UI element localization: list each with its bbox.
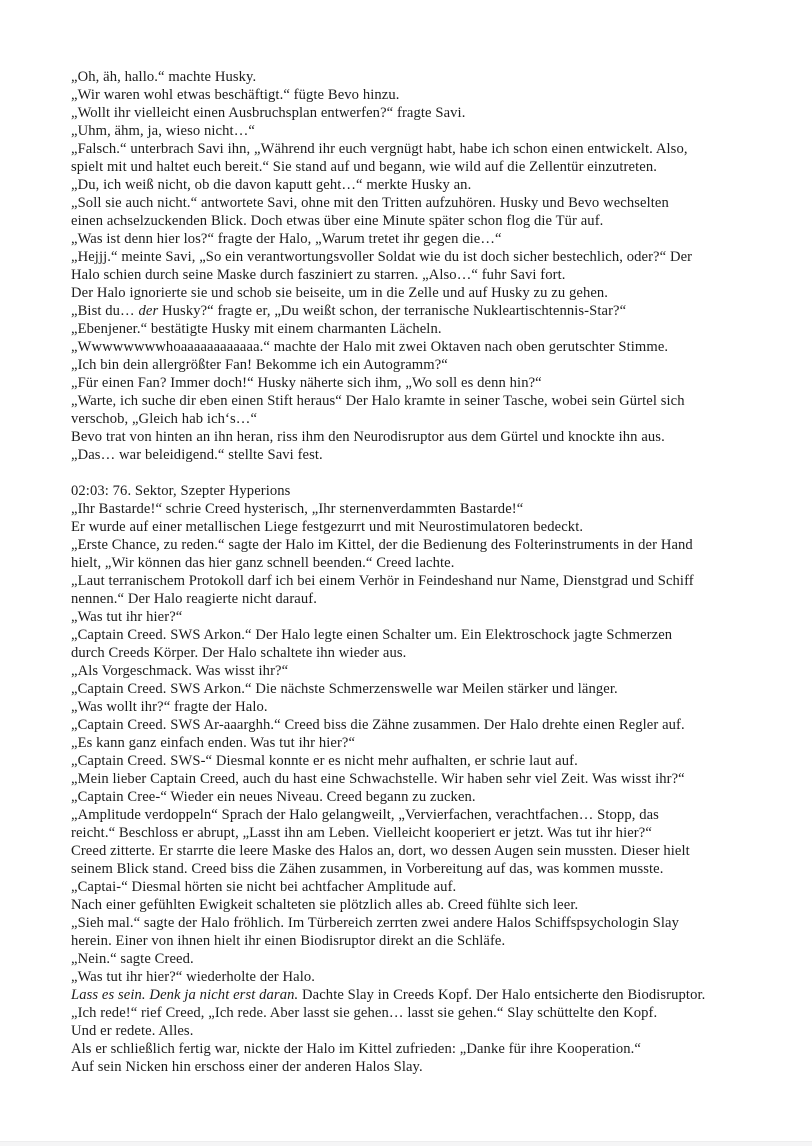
text-line: „Du, ich weiß nicht, ob die davon kaputt geht…“ merkte Husky an. [71,177,472,193]
text-line: Halo schien durch seine Maske durch fasziniert zu starren. „Also…“ fuhr Savi fort. [71,267,566,283]
text-line: „Captain Cree-“ Wieder ein neues Niveau. Creed begann zu zucken. [71,789,476,805]
text-line: „Erste Chance, zu reden.“ sagte der Halo im Kittel, der die Bedienung des Folterinstruments in der Hand [71,537,693,553]
text-line: Bevo trat von hinten an ihn heran, riss ihm den Neurodisruptor aus dem Gürtel und knockte ihn aus. [71,429,665,445]
text-line [71,986,741,1004]
text-line: nennen.“ Der Halo reagierte nicht darauf. [71,591,317,607]
text-line: „Das… war beleidigend.“ stellte Savi fest. [71,447,323,463]
page-bottom-edge [0,1141,812,1146]
text-line: „Was wollt ihr?“ fragte der Halo. [71,699,268,715]
text-line: „Ich bin dein allergrößter Fan! Bekomme ich ein Autogramm?“ [71,357,448,373]
text-line: verschob, „Gleich hab ich‘s…“ [71,411,258,427]
text-line: Nach einer gefühlten Ewigkeit schalteten sie plötzlich alles ab. Creed fühlte sich leer. [71,897,579,913]
text-line: durch Creeds Körper. Der Halo schaltete ihn wieder aus. [71,645,407,661]
text-run: „Bist du… [71,303,139,319]
text-line: „Oh, äh, hallo.“ machte Husky. [71,69,257,85]
text-line: „Was tut ihr hier?“ [71,609,183,625]
text-line: Auf sein Nicken hin erschoss einer der anderen Halos Slay. [71,1059,423,1075]
text-line: „Was tut ihr hier?“ wiederholte der Halo. [71,969,316,985]
text-line: Der Halo ignorierte sie und schob sie beiseite, um in die Zelle und auf Husky zu zu gehen. [71,285,609,301]
text-line: „Captain Creed. SWS Arkon.“ Der Halo legte einen Schalter um. Ein Elektroschock jagte Schmerzen [71,627,673,643]
italic-text-run: der [138,303,159,319]
text-line: herein. Einer von ihnen hielt ihr einen Biodisruptor direkt an die Schläfe. [71,933,506,949]
text-line: „Mein lieber Captain Creed, auch du hast eine Schwachstelle. Wir haben sehr viel Zeit. Was wisst ihr?“ [71,771,685,787]
text-line: „Wir waren wohl etwas beschäftigt.“ fügte Bevo hinzu. [71,87,400,103]
text-line: „Warte, ich suche dir eben einen Stift heraus“ Der Halo kramte in seiner Tasche, wobei sein Gürtel sich [71,393,685,409]
text-line: „Uhm, ähm, ja, wieso nicht…“ [71,123,255,139]
text-layer [71,68,741,1076]
text-line: „Captain Creed. SWS Ar-aaarghh.“ Creed biss die Zähne zusammen. Der Halo drehte einen Regler auf. [71,717,685,733]
text-line: „Captai-“ Diesmal hörten sie nicht bei achtfacher Amplitude auf. [71,879,457,895]
paragraph-gap [71,464,741,482]
text-line: hielt, „Wir können das hier ganz schnell beenden.“ Creed lachte. [71,555,455,571]
text-run: Dachte Slay in Creeds Kopf. Der Halo entsicherte den Biodisruptor. [298,987,706,1003]
text-run: Husky?“ fragte er, „Du weißt schon, der terranische Nukleartischtennis-Star?“ [158,303,627,319]
text-line: seinem Blick stand. Creed biss die Zähen zusammen, in Vorbereitung auf das, was kommen musste. [71,861,664,877]
text-line: „Amplitude verdoppeln“ Sprach der Halo gelangweilt, „Vervierfachen, verachtfachen… Stopp, das [71,807,659,823]
text-line: 02:03: 76. Sektor, Szepter Hyperions [71,483,291,499]
text-line: „Wwwwwwwwhoaaaaaaaaaaaa.“ machte der Halo mit zwei Oktaven nach oben gerutschter Stimme. [71,339,669,355]
text-line: „Was ist denn hier los?“ fragte der Halo, „Warum tretet ihr gegen die…“ [71,231,502,247]
text-line: „Ebenjener.“ bestätigte Husky mit einem charmanten Lächeln. [71,321,442,337]
text-line: „Falsch.“ unterbrach Savi ihn, „Während ihr euch vergnügt habt, habe ich schon einen entwickelt. Also, [71,141,688,157]
text-line: „Captain Creed. SWS-“ Diesmal konnte er es nicht mehr aufhalten, er schrie laut auf. [71,753,578,769]
text-line: „Captain Creed. SWS Arkon.“ Die nächste Schmerzenswelle war Meilen stärker und länger. [71,681,618,697]
text-line: „Hejjj.“ meinte Savi, „So ein verantwortungsvoller Soldat wie du ist doch sicher bestechlich, oder?“ Der [71,249,693,265]
text-line: Creed zitterte. Er starrte die leere Maske des Halos an, dort, wo dessen Augen sein mussten. Dieser hielt [71,843,690,859]
text-line: „Ihr Bastarde!“ schrie Creed hysterisch, „Ihr sternenverdammten Bastarde!“ [71,501,524,517]
text-line: „Es kann ganz einfach enden. Was tut ihr hier?“ [71,735,356,751]
text-line: „Wollt ihr vielleicht einen Ausbruchsplan entwerfen?“ fragte Savi. [71,105,466,121]
text-line: Als er schließlich fertig war, nickte der Halo im Kittel zufrieden: „Danke für ihre Kooperation.“ [71,1041,641,1057]
text-line: Er wurde auf einer metallischen Liege festgezurrt und mit Neurostimulatoren bedeckt. [71,519,584,535]
text-line [71,302,741,320]
text-line: spielt mit und haltet euch bereit.“ Sie stand auf und begann, wie wild auf die Zellentür einzutreten. [71,159,657,175]
text-line: reicht.“ Beschloss er abrupt, „Lasst ihn am Leben. Vielleicht kooperiert er jetzt. Was tut ihr hier?“ [71,825,652,841]
text-line: „Als Vorgeschmack. Was wisst ihr?“ [71,663,289,679]
italic-text-run: Lass es sein. Denk ja nicht erst daran. [71,987,299,1003]
text-line: Und er redete. Alles. [71,1023,194,1039]
text-line: „Laut terranischem Protokoll darf ich bei einem Verhör in Feindeshand nur Name, Dienstgrad und Schiff [71,573,694,589]
text-line: „Soll sie auch nicht.“ antwortete Savi, ohne mit den Tritten aufzuhören. Husky und Bevo wechselten [71,195,669,211]
text-line: „Für einen Fan? Immer doch!“ Husky näherte sich ihm, „Wo soll es denn hin?“ [71,375,542,391]
text-line: „Nein.“ sagte Creed. [71,951,194,967]
text-line: einen achselzuckenden Blick. Doch etwas über eine Minute später schon flog die Tür auf. [71,213,604,229]
text-line: „Ich rede!“ rief Creed, „Ich rede. Aber lasst sie gehen… lasst sie gehen.“ Slay schüttelte den Kopf. [71,1005,658,1021]
text-line: „Sieh mal.“ sagte der Halo fröhlich. Im Türbereich zerrten zwei andere Halos Schiffspsychologin Slay [71,915,680,931]
